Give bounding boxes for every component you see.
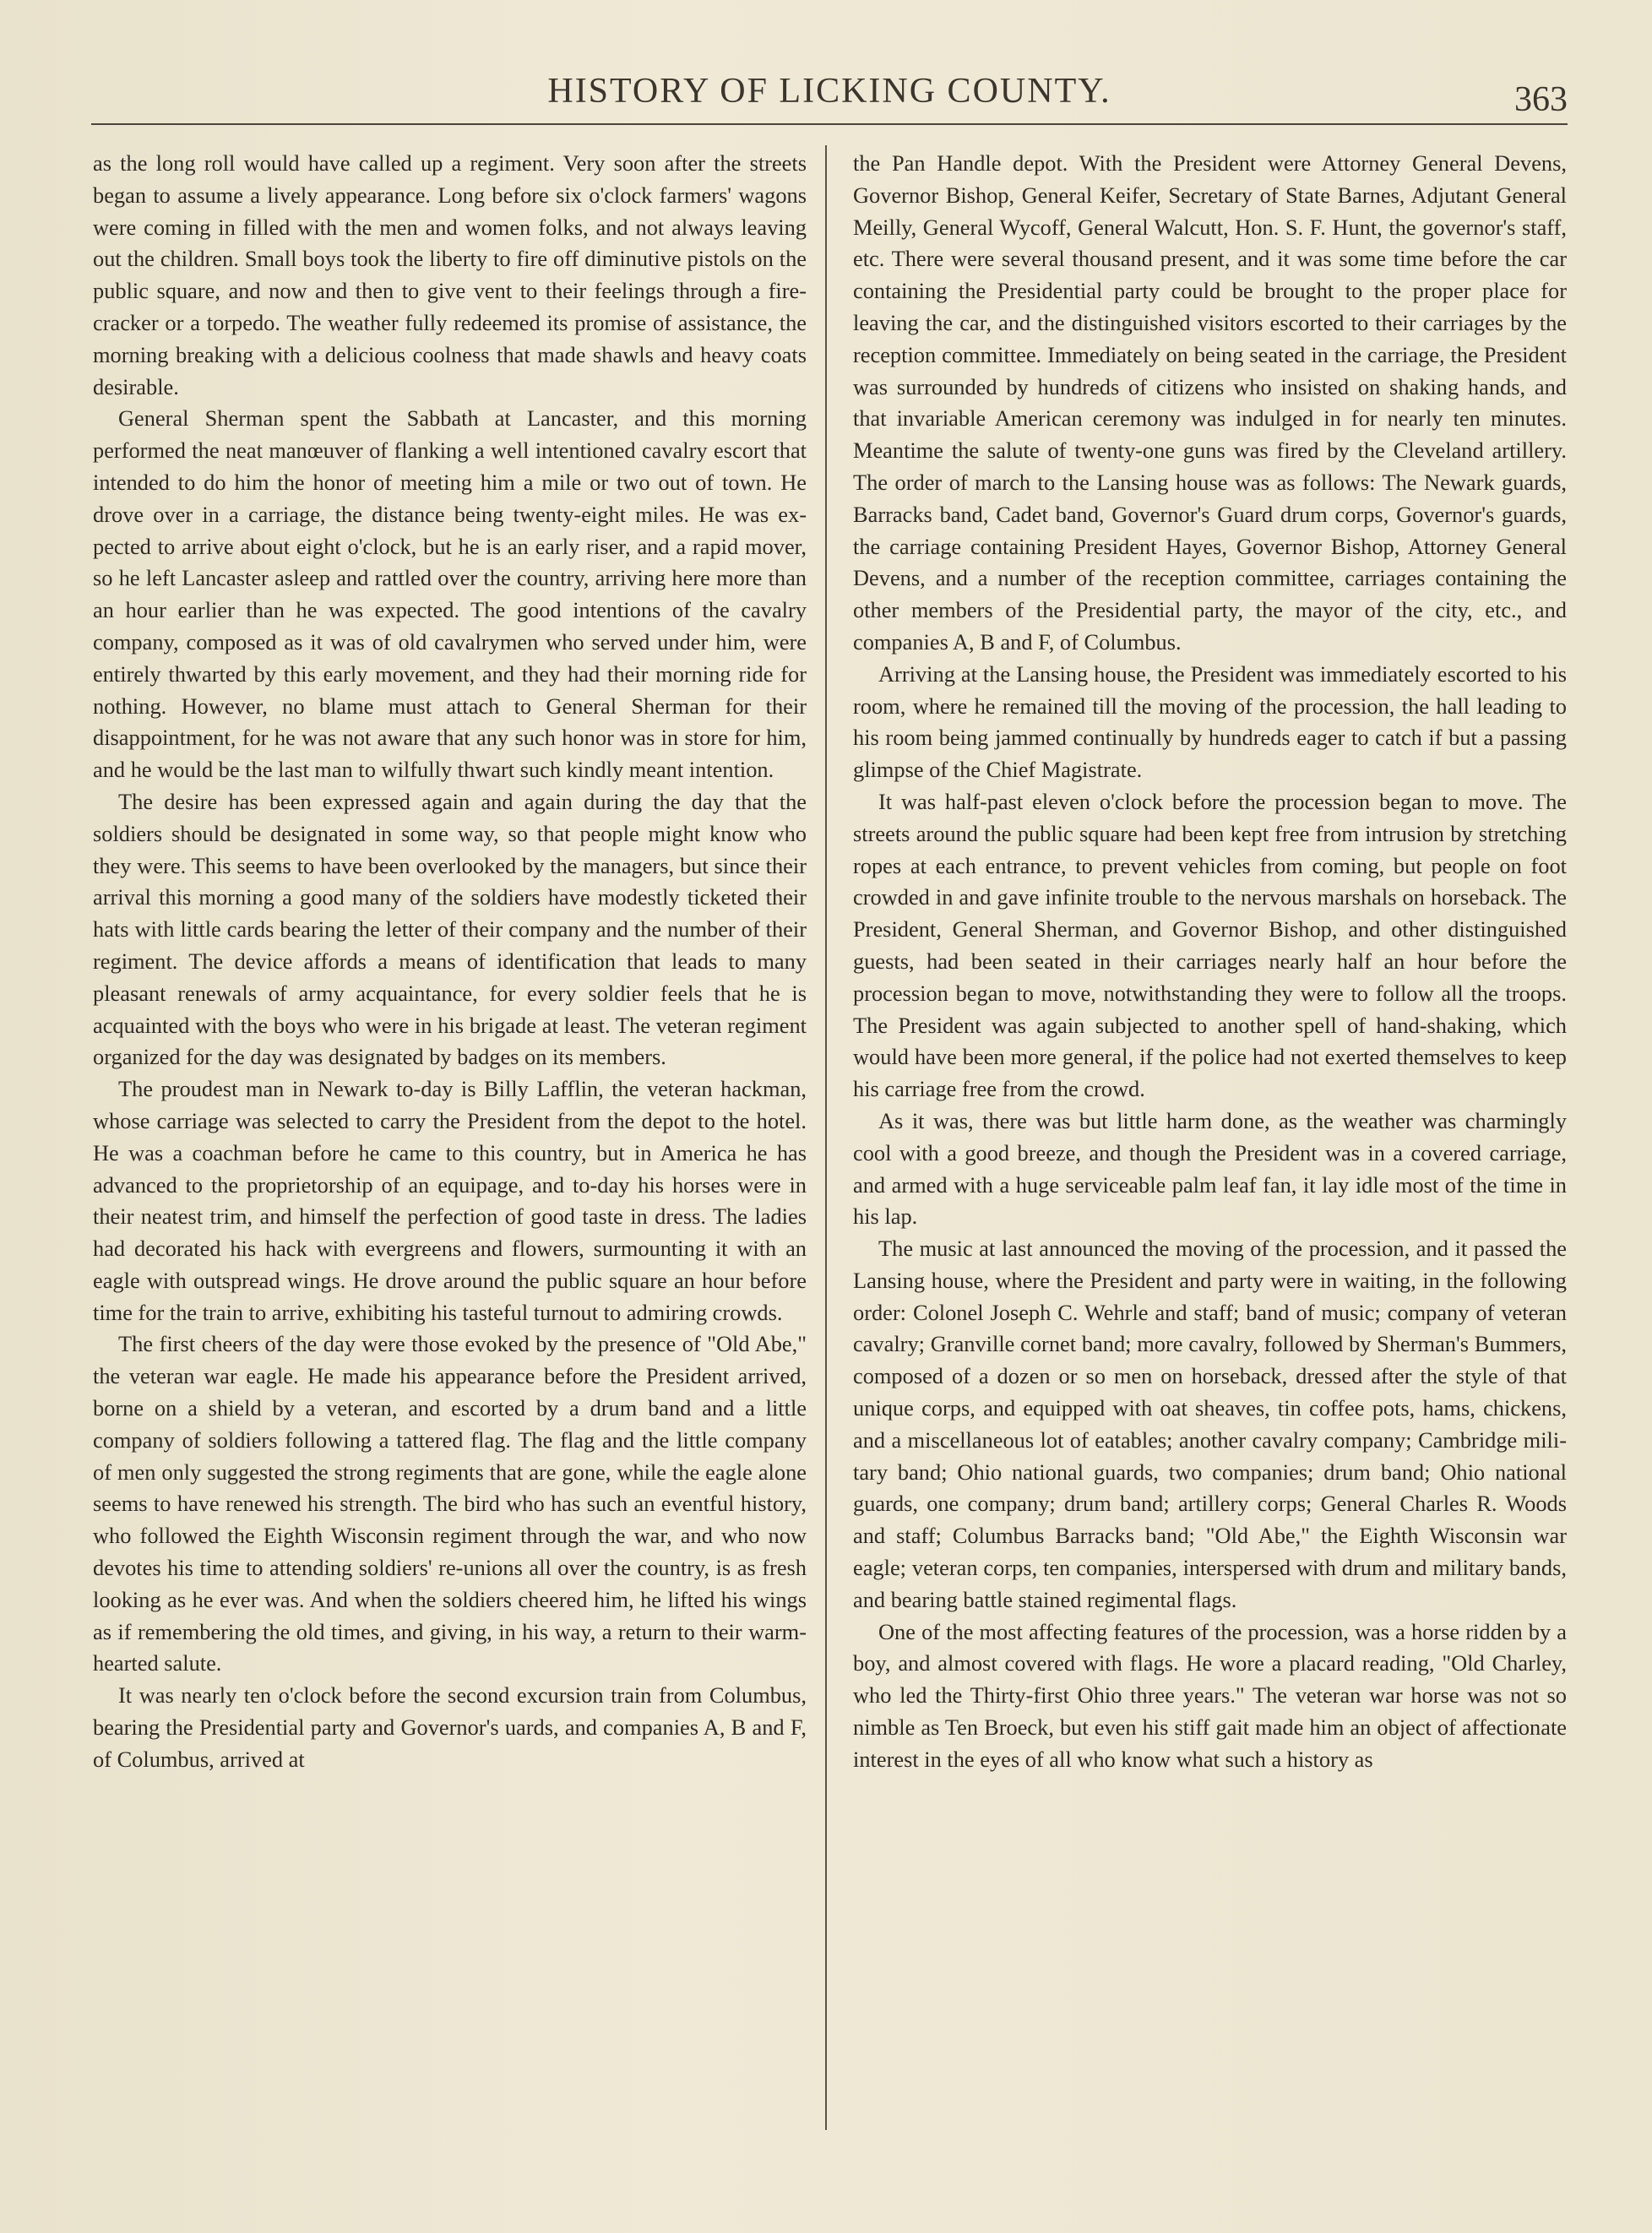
- paragraph: Arriving at the Lansing house, the President was immediately escorted to his room, where he remained till the moving of the procession, the hall leading to his room being jammed continually by hundreds eager to catch if but a passing glimpse of the Chief Magistrate.: [853, 660, 1567, 783]
- paragraph: One of the most affecting features of the procession, was a horse ridden by a boy, and almost covered with flags. He wore a placard reading, "Old Charley, who led the Thirty-first Ohio three years." The veteran war horse was not so nimble as Ten Broeck, but even his stiff gait made him an object of affectionate interest in the eyes of all who know what such a history as: [853, 1618, 1567, 1772]
- paragraph: the Pan Handle depot. With the President were Attorney General Devens, Governor Bishop, General Keifer, Secretary of State Barnes, Adjutant General Meilly, General Wycoff, General Walcutt, Hon. S. F. Hunt, the governor's staff, etc. There were several thousand present, and it was some time before the car containing the Presidential party could be brought to the proper place for leaving the car, and the distinguished visitors escorted to their carriages by the reception committee. Immediately on being seated in the carriage, the President was surrounded by hundreds of citizens who insisted on shaking hands, and that invariable American ceremony was indulged in for nearly ten minutes. Meantime the salute of twenty-one guns was fired by the Cleveland artillery. The order of march to the Lansing house was as follows: The Newark guards, Barracks band, Cadet band, Governor's Guard drum corps, Governor's guards, the carriage containing President Hayes, Governor Bishop, Attorney General Devens, and a number of the reception committee, carriages containing the other members of the Presidential party, the mayor of the city, etc., and companies A, B and F, of Columbus.: [853, 150, 1567, 655]
- paragraph: It was half-past eleven o'clock before the procession began to move. The streets around the public square had been kept free from intrusion by stretching ropes at each entrance, to prevent vehicles from coming, but people on foot crowded in and gave infinite trouble to the nervous marshals on horseback. The President, General Sherman, and Governor Bishop, and other distinguished guests, had been seated in their carriages nearly half an hour before the procession began to move, notwithstanding they were to follow all the troops. The President was again subjected to another spell of hand-shaking, which would have been more general, if the police had not exerted themselves to keep his carriage free from the crowd.: [853, 788, 1567, 1102]
- paragraph: It was nearly ten o'clock before the second excursion train from Columbus, bearing the Presidential party and Governor's uards, and companies A, B and F, of Columbus, arrived at: [93, 1682, 807, 1772]
- header-rule: [91, 123, 1568, 125]
- page-header: [91, 62, 1568, 130]
- running-head: HISTORY OF LICKING COUNTY.: [547, 72, 1111, 111]
- column-divider: [825, 145, 827, 2130]
- right-column: [853, 148, 1567, 1776]
- paragraph: The music at last announced the moving of the procession, and it passed the Lansing house, where the President and party were in waiting, in the following order: Colonel Joseph C. Wehrle and staff; band of music; company of veteran cavalry; Granville cornet band; more cavalry, followed by Sherman's Bummers, composed of a dozen or so men on horseback, dressed after the style of that unique corps, and equipped with oat sheaves, tin coffee pots, hams, chickens, and a miscellaneous lot of eatables; another cavalry company; Cambridge military band; Ohio national guards, two companies; drum band; Ohio national guards, one company; drum band; artillery corps; General Charles R. Woods and staff; Columbus Barracks band; "Old Abe," the Eighth Wisconsin war eagle; veteran corps, ten companies, interspersed with drum and military bands, and bearing battle stained regimental flags.: [853, 1236, 1567, 1612]
- paragraph: The desire has been expressed again and again during the day that the soldiers should be designated in some way, so that people might know who they were. This seems to have been overlooked by the managers, but since their arrival this morning a good many of the soldiers have modestly ticketed their hats with little cards bearing the letter of their company and the number of their regiment. The device affords a means of identification that leads to many pleasant renewals of army acquaintance, for every soldier feels that he is acquainted with the boys who were in his brigade at least. The veteran regiment organized for the day was designated by badges on its members.: [93, 788, 807, 1070]
- paragraph: General Sherman spent the Sabbath at Lancaster, and this morning performed the neat manœuver of flanking a well intentioned cavalry escort that intended to do him the honor of meeting him a mile or two out of town. He drove over in a carriage, the distance being twenty-eight miles. He was expected to arrive about eight o'clock, but he is an early riser, and a rapid mover, so he left Lancaster asleep and rattled over the country, arriving here more than an hour earlier than he was expected. The good intentions of the cavalry company, composed as it was of old cavalrymen who served under him, were entirely thwarted by this early movement, and they had their morning ride for nothing. However, no blame must attach to General Sherman for their disappointment, for he was not aware that any such honor was in store for him, and he would be the last man to wilfully thwart such kindly meant intention.: [93, 405, 807, 783]
- page-number: 363: [1514, 80, 1568, 119]
- left-column: [93, 148, 807, 1776]
- paragraph: As it was, there was but little harm done, as the weather was charmingly cool with a good breeze, and though the President was in a covered carriage, and armed with a huge serviceable palm leaf fan, it lay idle most of the time in his lap.: [853, 1107, 1567, 1230]
- paragraph: The first cheers of the day were those evoked by the presence of "Old Abe," the veteran war eagle. He made his appearance before the President arrived, borne on a shield by a veteran, and escorted by a drum band and a little company of soldiers following a tattered flag. The flag and the little company of men only suggested the strong regiments that are gone, while the eagle alone seems to have renewed his strength. The bird who has such an eventful history, who followed the Eighth Wisconsin regiment through the war, and who now devotes his time to attending soldiers' re-unions all over the country, is as fresh looking as he ever was. And when the soldiers cheered him, he lifted his wings as if remembering the old times, and giving, in his way, a return to their warm-hearted salute.: [93, 1331, 807, 1676]
- paragraph: The proudest man in Newark to-day is Billy Lafflin, the veteran hackman, whose carriage was selected to carry the President from the depot to the hotel. He was a coachman before he came to this country, but in America he has advanced to the proprietorship of an equipage, and to-day his horses were in their neatest trim, and himself the perfection of good taste in dress. The ladies had decorated his hack with evergreens and flowers, surmounting it with an eagle with outspread wings. He drove around the public square an hour before time for the train to arrive, exhibiting his tasteful turnout to admiring crowds.: [93, 1076, 807, 1325]
- paragraph: as the long roll would have called up a regiment. Very soon after the streets began to assume a lively appearance. Long before six o'clock farmers' wagons were coming in filled with the men and women folks, and not always leaving out the children. Small boys took the liberty to fire off diminutive pistols on the public square, and now and then to give vent to their feelings through a fire-cracker or a torpedo. The weather fully redeemed its promise of assistance, the morning breaking with a delicious coolness that made shawls and heavy coats desirable.: [93, 150, 807, 399]
